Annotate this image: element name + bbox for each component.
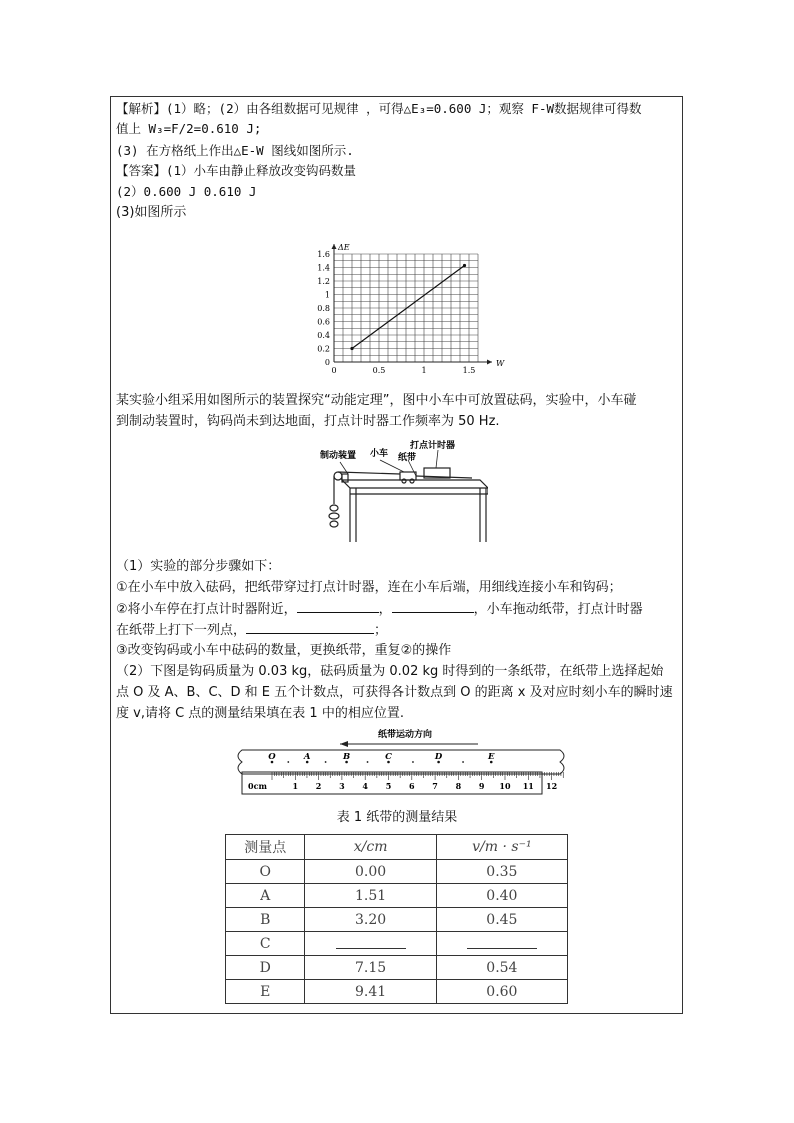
x-axis-arrow-icon — [487, 360, 492, 365]
header-point: 测量点 — [226, 835, 305, 860]
label-tape: 纸带 — [398, 453, 417, 463]
cell-point: B — [226, 908, 305, 932]
ruler-number: 5 — [385, 781, 392, 791]
table-row — [226, 980, 568, 1004]
part2-line-3: 度 v,请将 C 点的测量结果填在表 1 中的相应位置. — [116, 706, 404, 721]
x-tick-label: 0 — [331, 366, 337, 375]
tape-point-label: B — [342, 752, 351, 762]
energy-work-chart — [290, 236, 510, 376]
tape-direction-label: 纸带运动方向 — [378, 730, 433, 740]
measurement-table — [225, 834, 568, 1004]
y-tick-label: 1.2 — [317, 277, 330, 286]
x-tick-label: 0.5 — [372, 366, 386, 375]
chart-ticks — [317, 250, 475, 375]
analysis-line-1: 【解析】(1）略；(2）由各组数据可见规律 ，可得△E₃=0.600 J；观察 F-W数据规律可得数 — [116, 101, 642, 116]
label-cart: 小车 — [370, 449, 389, 459]
tape-point-label: C — [385, 752, 392, 762]
y-axis-arrow-icon — [332, 244, 337, 249]
answer-line-3: (3)如图所示 — [116, 205, 187, 220]
ruler-number: 4 — [362, 781, 368, 791]
ruler-number: 11 — [522, 781, 534, 791]
ruler-number: 0cm — [248, 781, 267, 791]
cell-v: 0.54 — [436, 956, 567, 980]
tape-point-label: E — [488, 752, 495, 762]
tape-dot — [367, 761, 369, 763]
tape-dot — [462, 761, 464, 763]
table-row — [226, 860, 568, 884]
x-axis-label: W — [496, 359, 505, 368]
series-line — [352, 265, 465, 348]
step-2-line-1 — [116, 600, 643, 619]
cell-x-blank[interactable] — [305, 932, 436, 956]
step-2-text-a: ②将小车停在打点计时器附近， — [116, 602, 297, 617]
x-tick-label: 1.5 — [462, 366, 476, 375]
ruler-number: 2 — [315, 781, 322, 791]
tape-dot — [325, 761, 327, 763]
y-tick-label: 0.2 — [317, 344, 330, 354]
header-x: x/cm — [305, 835, 436, 860]
step-2-text-c: ，小车拖动纸带，打点计时器 — [473, 602, 643, 617]
y-tick-label: 0.8 — [317, 304, 330, 313]
y-tick-label: 0.4 — [317, 331, 330, 340]
table-header-row — [226, 835, 568, 860]
chart-series — [350, 264, 466, 350]
paper-tape-figure — [228, 728, 573, 798]
x-tick-label: 1 — [421, 366, 427, 375]
cell-v: 0.45 — [436, 908, 567, 932]
analysis-line-2: 值上 W₃=F/2=0.610 J; — [116, 121, 262, 136]
y-tick-label: 1.6 — [317, 250, 330, 259]
cell-v: 0.60 — [436, 980, 567, 1004]
cell-x: 0.00 — [305, 860, 436, 884]
apparatus-figure — [312, 438, 488, 546]
header-v: v/m · s⁻¹ — [436, 835, 567, 860]
ruler-number: 1 — [292, 781, 299, 791]
step-3: ③改变钩码或小车中砝码的数量，更换纸带，重复②的操作 — [116, 643, 452, 658]
paper-tape — [238, 750, 564, 774]
answer-line-2: (2）0.600 J 0.610 J — [116, 184, 257, 199]
ruler-number: 7 — [432, 781, 438, 791]
tape-dot — [287, 761, 289, 763]
table-caption: 表 1 纸带的测量结果 — [336, 810, 458, 825]
tape-points — [268, 752, 495, 763]
cell-x: 7.15 — [305, 956, 436, 980]
fill-blank-2[interactable] — [392, 600, 474, 613]
answer-line-1: 【答案】(1）小车由静止释放改变钩码数量 — [116, 163, 357, 178]
label-brake: 制动装置 — [320, 451, 357, 461]
table-row — [226, 956, 568, 980]
cell-x: 3.20 — [305, 908, 436, 932]
cell-point: A — [226, 884, 305, 908]
cell-v-blank[interactable] — [436, 932, 567, 956]
y-tick-label: 0.6 — [317, 317, 330, 327]
cell-v: 0.35 — [436, 860, 567, 884]
y-tick-label: 1.4 — [317, 263, 330, 273]
part1-title: （1）实验的部分步骤如下： — [116, 559, 281, 574]
ruler-ticks — [248, 772, 563, 791]
y-tick-label: 0 — [324, 358, 330, 367]
fill-blank-1[interactable] — [297, 600, 379, 613]
part2-line-2: 点 O 及 A、B、C、D 和 E 五个计数点，可获得各计数点到 O 的距离 x 及对应时刻小车的瞬时速 — [116, 685, 673, 700]
step-2-text-e: ； — [374, 623, 388, 638]
cell-point: C — [226, 932, 305, 956]
ruler-number: 12 — [546, 781, 558, 791]
cell-point: D — [226, 956, 305, 980]
analysis-line-3: (3) 在方格纸上作出△E-W 图线如图所示. — [116, 143, 354, 158]
ruler-number: 6 — [409, 781, 415, 791]
tape-point-label: O — [268, 752, 276, 762]
tape-point-label: D — [434, 752, 443, 762]
cell-point: O — [226, 860, 305, 884]
ruler-number: 10 — [499, 781, 511, 791]
tape-dot — [412, 761, 414, 763]
direction-arrow-icon — [340, 741, 348, 747]
ruler — [242, 772, 542, 794]
cell-v: 0.40 — [436, 884, 567, 908]
y-tick-label: 1 — [324, 290, 330, 300]
cell-point: E — [226, 980, 305, 1004]
data-point — [350, 347, 353, 350]
cell-x: 9.41 — [305, 980, 436, 1004]
chart-axes — [332, 243, 506, 368]
data-point — [463, 264, 466, 267]
ruler-number: 8 — [455, 781, 462, 791]
cell-x: 1.51 — [305, 884, 436, 908]
table-row — [226, 908, 568, 932]
table-row — [226, 884, 568, 908]
ruler-number: 3 — [339, 781, 345, 791]
ruler-number: 9 — [478, 781, 485, 791]
step-1: ①在小车中放入砝码，把纸带穿过打点计时器，连在小车后端，用细线连接小车和钩码； — [116, 580, 622, 595]
fill-blank-3[interactable] — [246, 621, 374, 634]
y-axis-label: ΔE — [338, 243, 350, 252]
problem-intro-1: 某实验小组采用如图所示的装置探究“动能定理”，图中小车中可放置砝码，实验中，小车碰 — [116, 393, 637, 408]
problem-intro-2: 到制动装置时，钩码尚未到达地面，打点计时器工作频率为 50 Hz. — [116, 414, 500, 429]
step-2-line-2 — [116, 621, 387, 640]
label-timer: 打点计时器 — [410, 441, 456, 451]
step-2-text-b: ， — [378, 602, 392, 617]
step-2-text-d: 在纸带上打下一列点， — [116, 623, 247, 638]
table-row — [226, 932, 568, 956]
part2-line-1: （2）下图是钩码质量为 0.03 kg，砝码质量为 0.02 kg 时得到的一条纸带，在纸带上选择起始 — [116, 664, 664, 679]
tape-point-label: A — [303, 752, 311, 762]
